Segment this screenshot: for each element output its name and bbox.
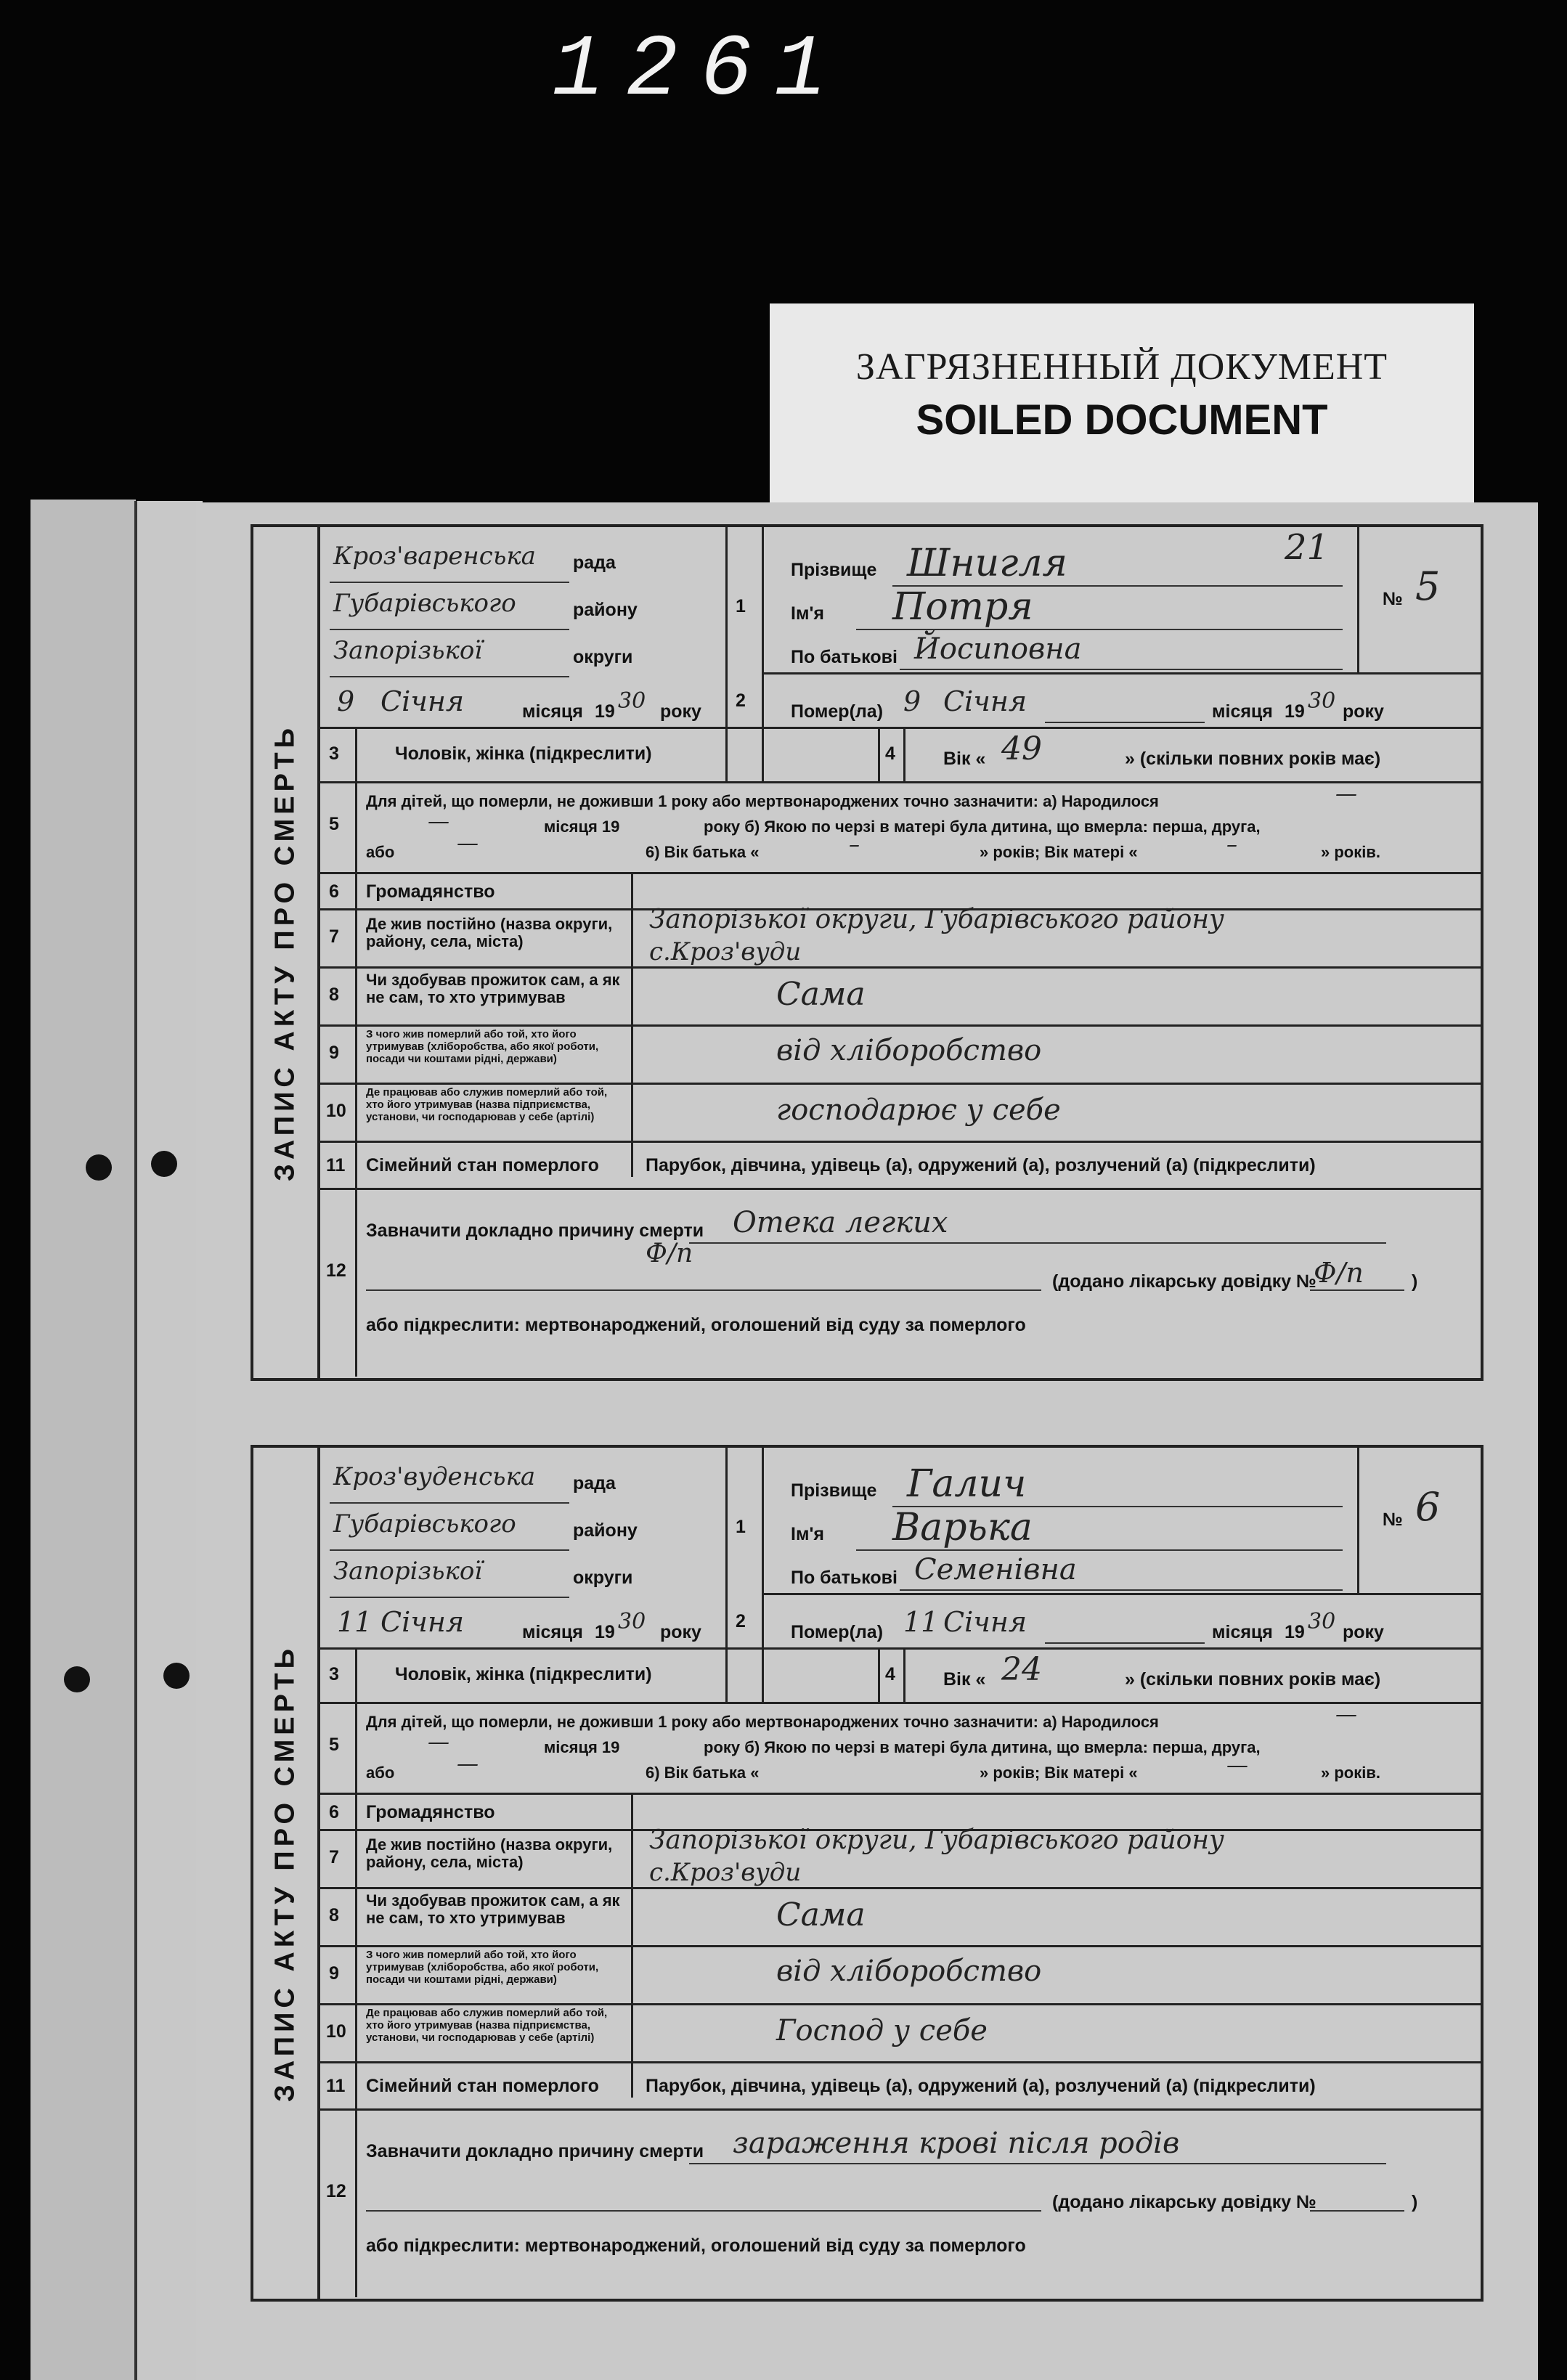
label-alternative: або підкреслити: мертвонароджений, оголошений від суду за померлого	[366, 1315, 1026, 1335]
side-title-text: ЗАПИС АКТУ ПРО СМЕРТЬ	[269, 724, 301, 1181]
label-cause: Завначити докладно причину смерти	[366, 2141, 704, 2161]
row-number: 6	[329, 1802, 339, 1822]
patronymic-value: Семенівна	[914, 1553, 1077, 1586]
death-record-form: ЗАПИС АКТУ ПРО СМЕРТЬ рада району округи Кроз'вуденська Губарівського Запорізької 11 Січня місяця 19 30 року 1 Прізвище Ім'я По батькові Галич Варька Семенівна № 6 2 Помер(ла) 11 Січня місяця 19 30 року 3 Чоловік, жінка (підкреслити) 4 Вік « 24 » (скільки повних років має) 5 Для дітей, що померли, не доживши 1 року або мертвонароджених точно зазначити: а) Народилося — — місяця 19 року б) Якою по черзі в матері була дитина, що вмерла: перша, друга, або — 6) Вік батька « » років; Вік матері « — » років. 6 Громадянство 7 Де жив постійно (назва округи, району, села, міста) Запорізької округи, Губарівського району с.Кроз'вуди 8 Чи здобував прожиток сам, а як не сам, то хто утримував Сама 9 З чого жив померлий або той, хто його утримував (хліборобства, або якої роботи, посади чи коштами рідні, держави) від хліборобство 10 Де працював або служив померлий або той, хто його утримував (назва підприємства, установи, чи господарював у себе (артілі) Господ у себе 11 Сімейний стан померлого Парубок, дівчина, удівець (а), одружений (а), розлучений (а) (підкреслити) 12 Завначити докладно причину смерти зараження крові після родів (додано лікарську довідку № ) або підкреслити: мертвонароджений, оголошений від суду за померлого	[251, 1445, 1483, 2302]
label-children-line3: або	[366, 843, 395, 861]
label-pomer: Помер(ла)	[791, 1622, 884, 1642]
residence-value-1: Запорізької округи, Губарівського району	[649, 1825, 1224, 1855]
death-year-value: 30	[1308, 688, 1336, 714]
label-sex: Чоловік, жінка (підкреслити)	[395, 743, 652, 764]
label-age-tail: » (скільки повних років має)	[1125, 1669, 1381, 1690]
label-mother-age: » років; Вік матері «	[980, 1764, 1138, 1782]
name-value: Потря	[892, 585, 1033, 629]
mother-age-value: –	[1226, 832, 1237, 857]
label-age-tail: » (скільки повних років має)	[1125, 749, 1381, 769]
occupation-value: від хліборобство	[776, 1955, 1042, 1988]
soiled-document-stamp	[770, 303, 1474, 507]
label-name: Ім'я	[791, 603, 824, 624]
raion-value: Губарівського	[333, 589, 516, 618]
label-residence: Де жив постійно (назва округи, району, села, міста)	[366, 1835, 613, 1871]
row-number: 9	[329, 1043, 339, 1063]
label-roku: року	[660, 701, 701, 722]
label-roku: року	[1343, 701, 1384, 722]
label-patronymic: По батькові	[791, 1568, 898, 1588]
row-number: 9	[329, 1963, 339, 1984]
age-value: 24	[1001, 1651, 1042, 1688]
row-number: 12	[326, 1260, 346, 1281]
row-number: 3	[329, 1664, 339, 1684]
age-value: 49	[1001, 730, 1042, 767]
reg-day-value: 11	[337, 1606, 373, 1638]
label-roku: року	[660, 1622, 701, 1642]
residence-value-1: Запорізької округи, Губарівського району	[649, 905, 1224, 934]
workplace-value: Господ у себе	[776, 2014, 988, 2047]
label-livelihood: Чи здобував прожиток сам, а як не сам, то хто утримував	[366, 971, 620, 1006]
label-children-line1: Для дітей, що померли, не доживши 1 року або мертвонароджених точно зазначити: а) Народилося	[366, 1713, 1159, 1731]
death-day-value: 9	[903, 685, 921, 717]
label-children-end: » років.	[1321, 843, 1380, 861]
residence-value-2: с.Кроз'вуди	[649, 937, 802, 966]
reg-day-value: 9	[337, 685, 355, 717]
label-roku: року	[1343, 1622, 1384, 1642]
label-children-end: » років.	[1321, 1764, 1380, 1782]
label-certificate: (додано лікарську довідку №	[1052, 2192, 1316, 2212]
label-name: Ім'я	[791, 1524, 824, 1544]
certificate-value: Ф/п	[1314, 1257, 1364, 1289]
cause-mark: Ф/п	[646, 1239, 693, 1268]
rada-value: Кроз'вуденська	[333, 1462, 536, 1491]
row-number: 12	[326, 2181, 346, 2201]
children-order-value: —	[457, 1751, 479, 1777]
label-residence: Де жив постійно (назва округи, району, села, міста)	[366, 915, 613, 950]
okruhy-value: Запорізької	[333, 636, 483, 665]
row-number: 7	[329, 1847, 339, 1867]
father-age-value: –	[849, 832, 860, 857]
label-occupation: З чого жив померлий або той, хто його утримував (хліборобства, або якої роботи, посади чи коштами рідні, держави)	[366, 1949, 599, 1986]
form-side-title	[253, 527, 320, 1378]
label-alternative: або підкреслити: мертвонароджений, оголошений від суду за померлого	[366, 2236, 1026, 2256]
label-children-line2b: року б) Якою по черзі в матері була дитина, що вмерла: перша, друга,	[704, 818, 1261, 836]
death-month-value: Січня	[943, 685, 1027, 717]
label-okruhy: округи	[573, 1568, 633, 1588]
label-occupation: З чого жив померлий або той, хто його утримував (хліборобства, або якої роботи, посади чи коштами рідні, держави)	[366, 1028, 599, 1065]
okruhy-value: Запорізької	[333, 1557, 483, 1586]
row-number: 1	[736, 1517, 746, 1537]
livelihood-value: Сама	[776, 1896, 866, 1933]
stamp-line-russian: ЗАГРЯЗНЕННЫЙ ДОКУМЕНТ	[855, 346, 1388, 388]
label-children-line2: місяця 19	[544, 818, 620, 836]
row-number: 1	[736, 596, 746, 616]
row-number: 6	[329, 881, 339, 902]
row-number: 4	[885, 743, 895, 764]
death-month-value: Січня	[943, 1606, 1027, 1638]
row-number: 11	[326, 2076, 346, 2096]
label-marital: Сімейний стан померлого	[366, 1155, 599, 1175]
reg-month-value: Січня	[380, 1606, 465, 1638]
label-number: №	[1383, 589, 1403, 609]
row-number: 8	[329, 985, 339, 1005]
livelihood-value: Сама	[776, 976, 866, 1013]
label-children-line2: місяця 19	[544, 1738, 620, 1756]
stamp-line-english: SOILED DOCUMENT	[916, 396, 1328, 444]
residence-value-2: с.Кроз'вуди	[649, 1858, 802, 1887]
row-number: 2	[736, 1611, 746, 1631]
page-number: 1261	[552, 22, 849, 121]
row-number: 2	[736, 690, 746, 711]
label-rada: рада	[573, 553, 616, 573]
surname-value: Галич	[907, 1462, 1027, 1506]
label-surname: Прізвище	[791, 560, 877, 580]
label-workplace: Де працював або служив померлий або той, хто його утримував (назва підприємства, установи, чи господарював у себе (артілі)	[366, 2007, 608, 2044]
cause-value: зараження крові після родів	[733, 2127, 1180, 2160]
label-marital-options: Парубок, дівчина, удівець (а), одружений (а), розлучений (а) (підкреслити)	[646, 1155, 1316, 1175]
label-misiatsia: місяця	[1212, 701, 1273, 722]
label-citizenship: Громадянство	[366, 1802, 495, 1822]
label-misiatsia: місяця	[1212, 1622, 1273, 1642]
record-number: 6	[1415, 1484, 1441, 1530]
surname-value: Шнигля	[907, 542, 1067, 585]
label-patronymic: По батькові	[791, 647, 898, 667]
row-number: 11	[326, 1155, 346, 1175]
binding-hole	[86, 1154, 112, 1181]
binding-hole	[163, 1663, 190, 1689]
row-number: 10	[326, 2021, 346, 2042]
rada-value: Кроз'варенська	[333, 542, 536, 571]
label-sex: Чоловік, жінка (підкреслити)	[395, 1664, 652, 1684]
row-number: 4	[885, 1664, 895, 1684]
label-number: №	[1383, 1509, 1403, 1530]
row-number: 10	[326, 1101, 346, 1121]
reg-month-value: Січня	[380, 685, 465, 717]
patronymic-value: Йосиповна	[914, 632, 1082, 666]
workplace-value: господарює у себе	[776, 1093, 1061, 1127]
name-value: Варька	[892, 1506, 1033, 1549]
occupation-value: від хліборобство	[776, 1034, 1042, 1067]
label-citizenship: Громадянство	[366, 881, 495, 902]
cause-value: Отека легких	[733, 1206, 948, 1239]
children-month-value: —	[428, 809, 449, 834]
row-number: 8	[329, 1905, 339, 1925]
reg-year-value: 30	[618, 1609, 646, 1634]
children-born-value: —	[1335, 1702, 1357, 1727]
label-livelihood: Чи здобував прожиток сам, а як не сам, то хто утримував	[366, 1891, 620, 1927]
form-side-title	[253, 1448, 320, 2299]
label-surname: Прізвище	[791, 1480, 877, 1501]
row-number: 3	[329, 743, 339, 764]
label-pomer: Помер(ла)	[791, 701, 884, 722]
side-title-text: ЗАПИС АКТУ ПРО СМЕРТЬ	[269, 1645, 301, 2102]
label-marital: Сімейний стан померлого	[366, 2076, 599, 2096]
label-workplace: Де працював або служив померлий або той, хто його утримував (назва підприємства, установи, чи господарював у себе (артілі)	[366, 1086, 608, 1123]
label-father-age: 6) Вік батька «	[646, 1764, 760, 1782]
binding-hole	[151, 1151, 177, 1177]
label-okruhy: округи	[573, 647, 633, 667]
row-number: 7	[329, 926, 339, 947]
label-certificate: (додано лікарську довідку №	[1052, 1271, 1316, 1292]
label-raion: району	[573, 600, 638, 620]
label-age: Вік «	[943, 1669, 986, 1690]
children-order-value: —	[457, 831, 479, 856]
label-rada: рада	[573, 1473, 616, 1493]
raion-value: Губарівського	[333, 1509, 516, 1539]
row-number: 5	[329, 814, 339, 834]
label-misiatsia: місяця	[522, 701, 583, 722]
label-age: Вік «	[943, 749, 986, 769]
label-father-age: 6) Вік батька «	[646, 843, 760, 861]
label-cause: Завначити докладно причину смерти	[366, 1220, 704, 1241]
death-day-value: 11	[903, 1606, 939, 1638]
death-year-value: 30	[1308, 1609, 1336, 1634]
mother-age-value: —	[1226, 1753, 1248, 1778]
row-number: 5	[329, 1735, 339, 1755]
label-children-line2b: року б) Якою по черзі в матері була дитина, що вмерла: перша, друга,	[704, 1738, 1261, 1756]
corner-mark: 21	[1285, 527, 1330, 568]
label-misiatsia: місяця	[522, 1622, 583, 1642]
label-mother-age: » років; Вік матері «	[980, 843, 1138, 861]
binding-hole	[64, 1666, 90, 1692]
reg-year-value: 30	[618, 688, 646, 714]
death-record-form: ЗАПИС АКТУ ПРО СМЕРТЬ рада району округи Кроз'варенська Губарівського Запорізької 9 Січня місяця 19 30 року 1 Прізвище Ім'я По батькові Шнигля Потря Йосиповна 21 № 5 2 Помер(ла) 9 Січня місяця 19 30 року 3 Чоловік, жінка (підкреслити) 4 Вік « 49 » (скільки повних років має) 5 Для дітей, що померли, не доживши 1 року або мертвонароджених точно зазначити: а) Народилося — — місяця 19 року б) Якою по черзі в матері була дитина, що вмерла: перша, друга, або — 6) Вік батька « – » років; Вік матері « – » років. 6 Громадянство 7 Де жив постійно (назва округи, району, села, міста) Запорізької округи, Губарівського району с.Кроз'вуди 8 Чи здобував прожиток сам, а як не сам, то хто утримував Сама 9 З чого жив померлий або той, хто його утримував (хліборобства, або якої роботи, посади чи коштами рідні, держави) від хліборобство 10 Де працював або служив померлий або той, хто його утримував (назва підприємства, установи, чи господарював у себе (артілі) господарює у себе 11 Сімейний стан померлого Парубок, дівчина, удівець (а), одружений (а), розлучений (а) (підкреслити) 12 Завначити докладно причину смерти Отека легких Ф/п (додано лікарську довідку № Ф/п ) або підкреслити: мертвонароджений, оголошений від суду за померлого	[251, 524, 1483, 1381]
children-month-value: —	[428, 1729, 449, 1755]
binding-margin	[134, 501, 203, 2380]
binding-strip	[30, 500, 136, 2380]
label-children-line3: або	[366, 1764, 395, 1782]
record-number: 5	[1415, 563, 1441, 609]
label-children-line1: Для дітей, що померли, не доживши 1 року або мертвонароджених точно зазначити: а) Народилося	[366, 792, 1159, 810]
label-raion: району	[573, 1520, 638, 1541]
children-born-value: —	[1335, 781, 1357, 807]
label-marital-options: Парубок, дівчина, удівець (а), одружений (а), розлучений (а) (підкреслити)	[646, 2076, 1316, 2096]
